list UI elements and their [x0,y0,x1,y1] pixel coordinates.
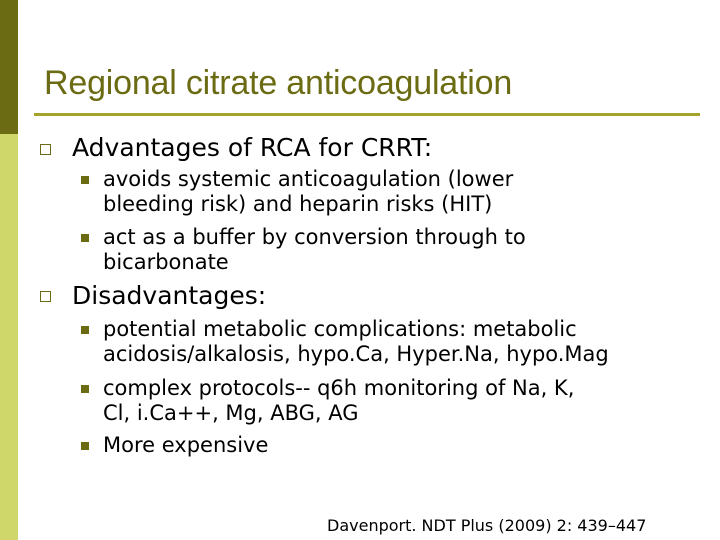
side-bar-dark [0,0,18,134]
advantage-item-1-line-2: bleeding risk) and heparin risks (HIT) [103,192,493,216]
slide-title: Regional citrate anticoagulation [44,64,513,102]
filled-square-bullet-icon [81,234,89,242]
advantage-item-2-line-1: act as a buffer by conversion through to [103,225,526,249]
disadvantage-item-2-line-2: Cl, i.Ca++, Mg, ABG, AG [103,401,359,425]
advantages-heading: Advantages of RCA for CRRT: [72,133,433,162]
disadvantage-item-1-line-1: potential metabolic complications: metabolic [103,317,577,341]
square-bullet-icon [40,144,51,155]
square-bullet-icon [40,291,51,302]
disadvantage-item-3: More expensive [103,433,269,457]
filled-square-bullet-icon [81,176,89,184]
filled-square-bullet-icon [81,326,89,334]
advantage-item-2-line-2: bicarbonate [103,250,229,274]
disadvantage-item-2-line-1: complex protocols-- q6h monitoring of Na, K, [103,376,575,400]
advantage-item-1-line-1: avoids systemic anticoagulation (lower [103,167,514,191]
title-underline [34,113,700,116]
disadvantage-item-1-line-2: acidosis/alkalosis, hypo.Ca, Hyper.Na, hypo.Mag [103,342,609,366]
citation: Davenport. NDT Plus (2009) 2: 439–447 [327,516,647,535]
side-bar-light [0,134,18,540]
filled-square-bullet-icon [81,385,89,393]
disadvantages-heading: Disadvantages: [72,281,267,310]
filled-square-bullet-icon [81,442,89,450]
